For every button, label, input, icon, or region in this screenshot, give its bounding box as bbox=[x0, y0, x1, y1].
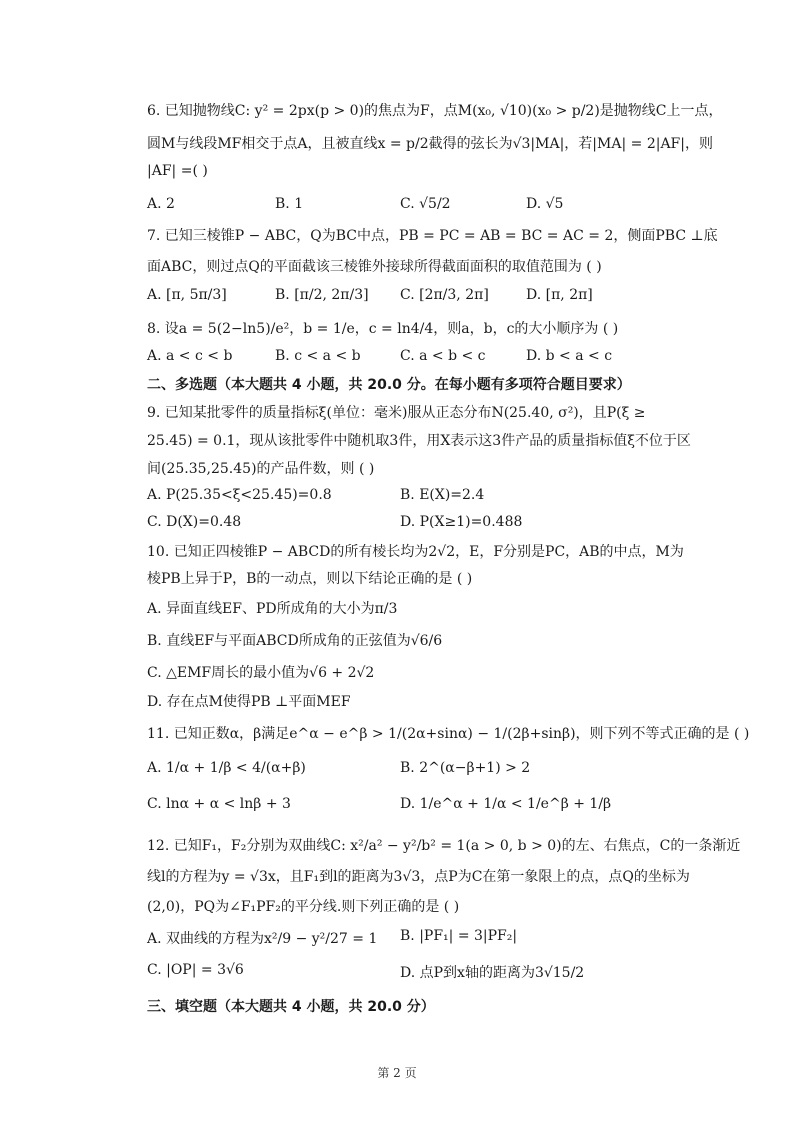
question-text-line: 6. 已知抛物线C: y² = 2px(p > 0)的焦点为F，点M(x₀, √10)(x₀ > p/2)是抛物线C上一点， bbox=[147, 103, 723, 119]
question-text-line: |AF| =( ) bbox=[147, 163, 208, 179]
option-b: B. [π/2, 2π/3] bbox=[275, 287, 369, 303]
option-a: A. [π, 5π/3] bbox=[147, 287, 227, 303]
option-c: C. △EMF周长的最小值为√6 + 2√2 bbox=[147, 665, 375, 681]
option-a: A. 1/α + 1/β < 4/(α+β) bbox=[147, 760, 306, 776]
section-heading-fill-in: 三、填空题（本大题共 4 小题，共 20.0 分） bbox=[147, 999, 435, 1015]
question-text-line: 12. 已知F₁，F₂分别为双曲线C: x²/a² − y²/b² = 1(a > 0, b > 0)的左、右焦点，C的一条渐近 bbox=[147, 838, 741, 854]
option-c: C. √5/2 bbox=[400, 196, 451, 212]
question-text-line: 11. 已知正数α，β满足e^α − e^β > 1/(2α+sinα) − 1/(2β+sinβ)，则下列不等式正确的是 ( ) bbox=[147, 726, 750, 742]
option-c: C. [2π/3, 2π] bbox=[400, 287, 489, 303]
option-c: C. lnα + α < lnβ + 3 bbox=[147, 796, 291, 812]
option-b: B. 直线EF与平面ABCD所成角的正弦值为√6/6 bbox=[147, 633, 443, 649]
question-text-line: 间(25.35,25.45)的产品件数，则 ( ) bbox=[147, 461, 375, 477]
option-d: D. 存在点M使得PB ⊥平面MEF bbox=[147, 694, 351, 710]
option-a: A. a < c < b bbox=[147, 348, 233, 364]
question-text-line: 25.45) = 0.1，现从该批零件中随机取3件，用X表示这3件产品的质量指标值ξ不位于区 bbox=[147, 433, 691, 449]
option-c: C. D(X)=0.48 bbox=[147, 514, 242, 530]
option-b: B. 1 bbox=[275, 196, 304, 212]
option-a: A. P(25.35<ξ<25.45)=0.8 bbox=[147, 487, 332, 503]
option-d: D. √5 bbox=[526, 196, 564, 212]
question-text-line: 9. 已知某批零件的质量指标ξ(单位：毫米)服从正态分布N(25.40, σ²)，且P(ξ ≥ bbox=[147, 405, 646, 421]
option-d: D. 点P到x轴的距离为3√15/2 bbox=[400, 965, 585, 981]
question-text-line: 圆M与线段MF相交于点A，且被直线x = p/2截得的弦长为√3|MA|，若|MA| = 2|AF|，则 bbox=[147, 136, 713, 152]
option-d: D. P(X≥1)=0.488 bbox=[400, 514, 523, 530]
question-text-line: 线l的方程为y = √3x，且F₁到l的距离为3√3，点P为C在第一象限上的点，点Q的坐标为 bbox=[147, 869, 690, 885]
question-text-line: 8. 设a = 5(2−ln5)/e²，b = 1/e，c = ln4/4，则a，b，c的大小顺序为 ( ) bbox=[147, 321, 619, 337]
option-d: D. [π, 2π] bbox=[526, 287, 593, 303]
question-text-line: 7. 已知三棱锥P − ABC，Q为BC中点，PB = PC = AB = BC = AC = 2，侧面PBC ⊥底 bbox=[147, 228, 718, 244]
option-a: A. 双曲线的方程为x²/9 − y²/27 = 1 bbox=[147, 931, 378, 947]
question-text-line: (2,0)，PQ为∠F₁PF₂的平分线.则下列正确的是 ( ) bbox=[147, 899, 460, 915]
option-c: C. |OP| = 3√6 bbox=[147, 962, 244, 978]
option-b: B. E(X)=2.4 bbox=[400, 487, 485, 503]
option-a: A. 2 bbox=[147, 196, 175, 212]
question-text-line: 棱PB上异于P，B的一动点，则以下结论正确的是 ( ) bbox=[147, 571, 473, 587]
option-b: B. c < a < b bbox=[275, 348, 361, 364]
option-b: B. 2^(α−β+1) > 2 bbox=[400, 760, 531, 776]
option-b: B. |PF₁| = 3|PF₂| bbox=[400, 928, 518, 944]
page-number: 第 2 页 bbox=[377, 1066, 417, 1080]
option-d: D. b < a < c bbox=[526, 348, 613, 364]
question-text-line: 面ABC，则过点Q的平面截该三棱锥外接球所得截面面积的取值范围为 ( ) bbox=[147, 259, 602, 275]
section-heading-multiple-choice: 二、多选题（本大题共 4 小题，共 20.0 分。在每小题有多项符合题目要求） bbox=[147, 377, 631, 393]
option-d: D. 1/e^α + 1/α < 1/e^β + 1/β bbox=[400, 796, 612, 812]
option-c: C. a < b < c bbox=[400, 348, 486, 364]
question-text-line: 10. 已知正四棱锥P − ABCD的所有棱长均为2√2，E，F分别是PC，AB的中点，M为 bbox=[147, 544, 684, 560]
option-a: A. 异面直线EF、PD所成角的大小为π/3 bbox=[147, 601, 398, 617]
